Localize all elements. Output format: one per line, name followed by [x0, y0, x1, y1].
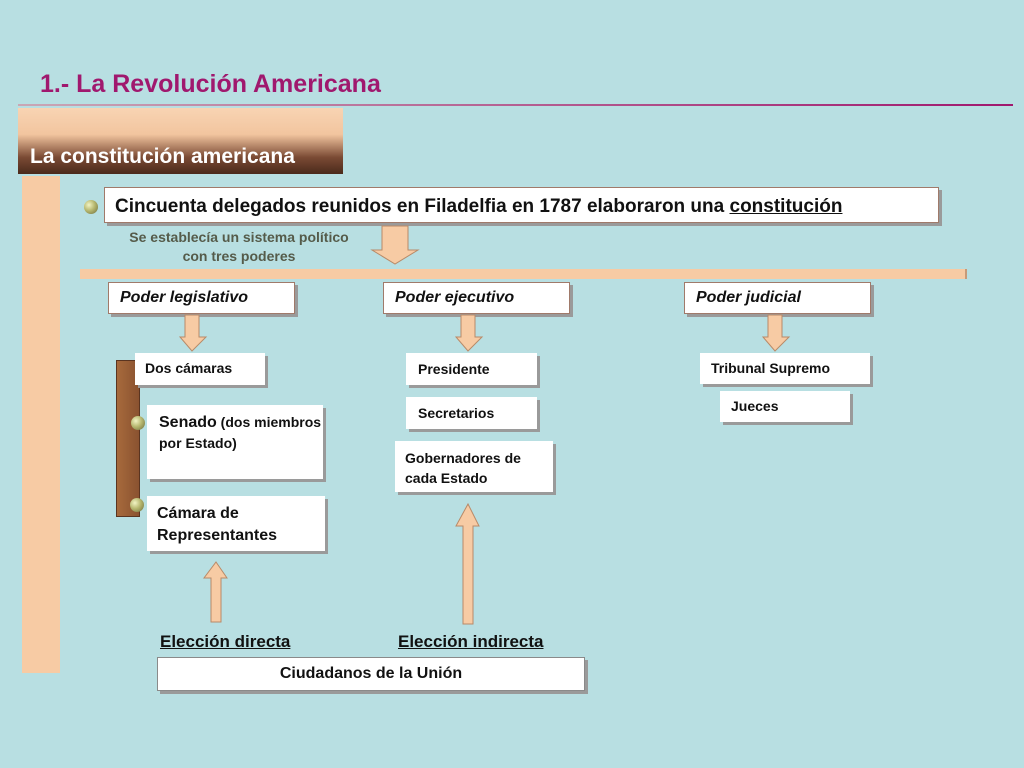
direct-election-label: Elección directa: [160, 632, 291, 651]
statement-box: [104, 187, 939, 223]
secretaries-box: Secretarios: [406, 397, 537, 429]
powers-bar: [80, 269, 967, 279]
governors-box: Gobernadores de cada Estado: [395, 441, 553, 492]
establish-note: Se establecía un sistema político con tres poderes: [129, 229, 349, 264]
citizens-box: Ciudadanos de la Unión: [157, 657, 585, 691]
bullet-icon: [84, 200, 98, 214]
supreme-court-box: Tribunal Supremo: [700, 353, 870, 384]
bullet-icon: [131, 416, 145, 430]
house-box: Cámara de Representantes: [147, 496, 325, 551]
statement-text: Cincuenta delegados reunidos en Filadelfia en 1787 elaboraron una: [115, 196, 730, 217]
slide-title: 1.- La Revolución Americana: [40, 70, 381, 98]
down-arrow-icon: [456, 315, 482, 353]
senate-box: [147, 405, 323, 479]
down-arrow-icon: [180, 315, 206, 353]
senate-label: Senado: [159, 414, 217, 431]
power-executive: Poder ejecutivo: [383, 282, 570, 314]
two-chambers-box: Dos cámaras: [135, 353, 265, 385]
down-arrow-icon: [763, 315, 789, 353]
indirect-election-label: Elección indirecta: [398, 632, 544, 651]
left-decorative-stripe: [22, 176, 60, 673]
bullet-icon: [130, 498, 144, 512]
president-box: Presidente: [406, 353, 537, 385]
down-arrow-icon: [372, 226, 422, 266]
up-arrow-icon: [456, 504, 480, 626]
constitution-link: constitución: [729, 196, 843, 217]
power-legislative: Poder legislativo: [108, 282, 295, 314]
section-header: La constitución americana: [18, 108, 343, 174]
power-judicial: Poder judicial: [684, 282, 871, 314]
up-arrow-icon: [204, 562, 228, 624]
judges-box: Jueces: [720, 391, 850, 422]
senate-detail: (dos miembros por Estado): [159, 414, 322, 451]
title-divider: [18, 104, 1013, 106]
